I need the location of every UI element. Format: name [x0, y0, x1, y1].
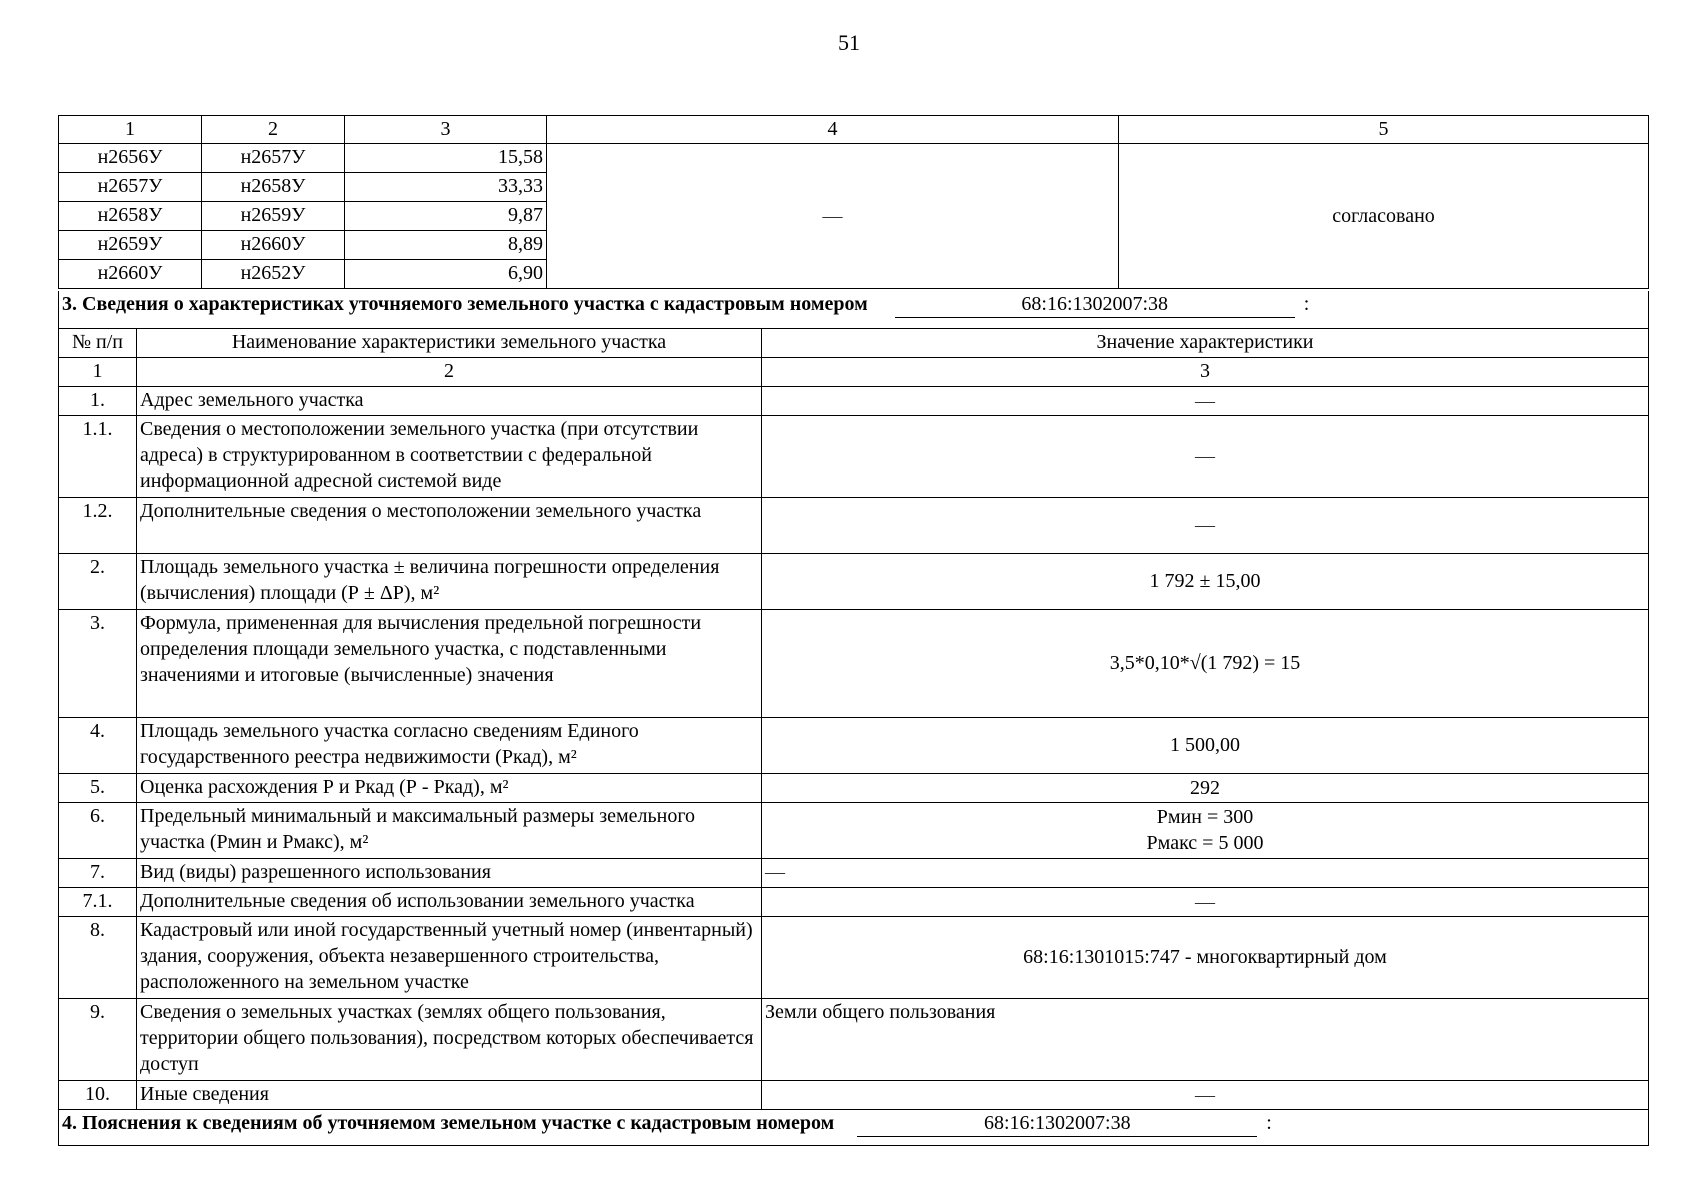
row-name: Оценка расхождения Р и Ркад (Р - Ркад), м² — [137, 773, 762, 802]
row-value-min-max — [762, 802, 1649, 858]
col-header-5: 5 — [1119, 116, 1649, 144]
row-name: Вид (виды) разрешенного использования — [137, 858, 762, 887]
row-name: Сведения о местоположении земельного участка (при отсутствии адреса) в структурированном в соответствии с федеральной информационной адресной системой виде — [137, 415, 762, 497]
point-from: н2658У — [59, 202, 202, 231]
point-from: н2657У — [59, 173, 202, 202]
row-name: Кадастровый или иной государственный учетный номер (инвентарный) здания, сооружения, объекта незавершенного строительства, расположенного на земельном участке — [137, 916, 762, 998]
header-value: Значение характеристики — [762, 328, 1649, 357]
section3-title: 3. Сведения о характеристиках уточняемого земельного участка с кадастровым номером — [62, 293, 868, 315]
row-value: — — [762, 887, 1649, 916]
row-value: 68:16:1301015:747 - многоквартирный дом — [762, 916, 1649, 998]
colnum-3: 3 — [762, 357, 1649, 386]
row-name: Адрес земельного участка — [137, 386, 762, 415]
table-row — [59, 497, 1649, 553]
section3-title-cell — [59, 291, 1649, 328]
table-row — [59, 553, 1649, 609]
point-from: н2659У — [59, 231, 202, 260]
row-num: 9. — [59, 998, 137, 1080]
section3-cadastral-number: 68:16:1302007:38 — [895, 291, 1295, 318]
row-name: Формула, примененная для вычисления предельной погрешности определения площади земельного участка, с подставленными значениями и итоговые (вычисленные) значения — [137, 609, 762, 717]
table-row — [59, 773, 1649, 802]
col5-value: согласовано — [1119, 144, 1649, 289]
characteristics-table — [58, 291, 1649, 1146]
segment-length: 8,89 — [345, 231, 547, 260]
row-value: 292 — [762, 773, 1649, 802]
row-num: 4. — [59, 717, 137, 773]
point-from: н2656У — [59, 144, 202, 173]
col-header-3: 3 — [345, 116, 547, 144]
col4-value: — — [547, 144, 1119, 289]
row-value: — — [762, 858, 1649, 887]
colnum-1: 1 — [59, 357, 137, 386]
table-row — [59, 916, 1649, 998]
point-to: н2657У — [202, 144, 345, 173]
colnum-2: 2 — [137, 357, 762, 386]
table-row — [59, 144, 1649, 173]
segment-length: 9,87 — [345, 202, 547, 231]
table-row — [59, 415, 1649, 497]
table-row — [59, 858, 1649, 887]
row-value: 3,5*0,10*√(1 792) = 15 — [762, 609, 1649, 717]
section3-colon: : — [1303, 293, 1310, 315]
table-row — [59, 802, 1649, 858]
row-num: 8. — [59, 916, 137, 998]
row-num: 6. — [59, 802, 137, 858]
table-row — [59, 609, 1649, 717]
row-name: Площадь земельного участка согласно сведениям Единого государственного реестра недвижимости (Ркад), м² — [137, 717, 762, 773]
header-num: № п/п — [59, 328, 137, 357]
row-name: Сведения о земельных участках (землях общего пользования, территории общего пользования), посредством которых обеспечивается доступ — [137, 998, 762, 1080]
row-value: 1 500,00 — [762, 717, 1649, 773]
section4-title-row — [59, 1109, 1649, 1145]
section4-colon: : — [1266, 1111, 1272, 1134]
point-to: н2658У — [202, 173, 345, 202]
point-to: н2659У — [202, 202, 345, 231]
table-row — [59, 717, 1649, 773]
segment-length: 6,90 — [345, 260, 547, 289]
row-num: 1.1. — [59, 415, 137, 497]
header-name: Наименование характеристики земельного участка — [137, 328, 762, 357]
point-to: н2660У — [202, 231, 345, 260]
row-name: Дополнительные сведения об использовании земельного участка — [137, 887, 762, 916]
table-row — [59, 386, 1649, 415]
row-num: 10. — [59, 1080, 137, 1109]
page-number: 51 — [838, 30, 860, 55]
row-value: — — [762, 386, 1649, 415]
row-value: — — [762, 497, 1649, 553]
row-name: Дополнительные сведения о местоположении земельного участка — [137, 497, 762, 553]
row-num: 3. — [59, 609, 137, 717]
area-min: Рмин = 300 — [1156, 806, 1254, 828]
row-num: 1.2. — [59, 497, 137, 553]
section4-title: 4. Пояснения к сведениям об уточняемом земельном участке с кадастровым номером — [62, 1111, 835, 1134]
section4-title-cell — [59, 1109, 1649, 1145]
point-to: н2652У — [202, 260, 345, 289]
points-table — [58, 115, 1649, 289]
segment-length: 15,58 — [345, 144, 547, 173]
row-value: — — [762, 415, 1649, 497]
row-value: — — [762, 1080, 1649, 1109]
points-table-header — [59, 116, 1649, 144]
row-num: 1. — [59, 386, 137, 415]
col-header-2: 2 — [202, 116, 345, 144]
section3-header-row — [59, 328, 1649, 357]
row-num: 2. — [59, 553, 137, 609]
point-from: н2660У — [59, 260, 202, 289]
col-header-1: 1 — [59, 116, 202, 144]
row-value: 1 792 ± 15,00 — [762, 553, 1649, 609]
row-num: 5. — [59, 773, 137, 802]
row-num: 7.1. — [59, 887, 137, 916]
row-name: Иные сведения — [137, 1080, 762, 1109]
col-header-4: 4 — [547, 116, 1119, 144]
table-row — [59, 998, 1649, 1080]
table-row — [59, 887, 1649, 916]
section3-title-row — [59, 291, 1649, 328]
section3-colnum-row — [59, 357, 1649, 386]
section4-cadastral-number: 68:16:1302007:38 — [857, 1110, 1257, 1137]
row-name: Площадь земельного участка ± величина погрешности определения (вычисления) площади (Р ± ΔР), м² — [137, 553, 762, 609]
table-row — [59, 1080, 1649, 1109]
segment-length: 33,33 — [345, 173, 547, 202]
row-value: Земли общего пользования — [762, 998, 1649, 1080]
area-max: Рмакс = 5 000 — [1146, 832, 1264, 854]
row-name: Предельный минимальный и максимальный размеры земельного участка (Рмин и Рмакс), м² — [137, 802, 762, 858]
row-num: 7. — [59, 858, 137, 887]
